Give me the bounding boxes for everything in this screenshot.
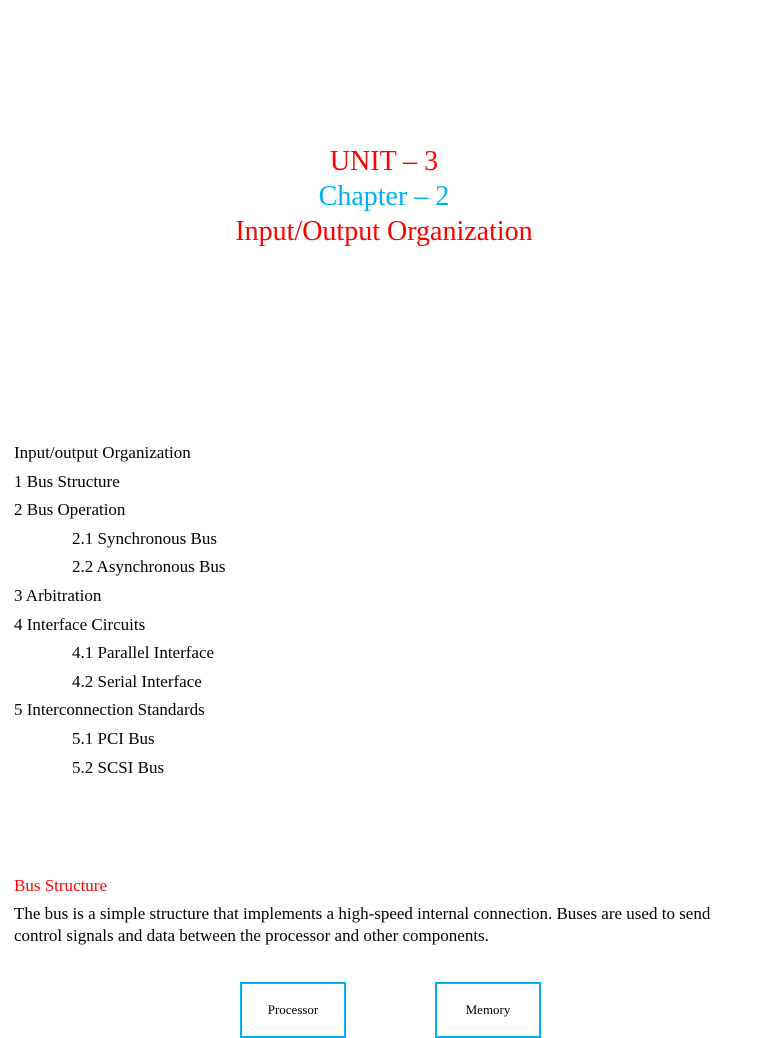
toc-subitem: 4.2 Serial Interface [72,671,202,691]
toc-item: Input/output Organization [14,443,191,462]
bus-structure-paragraph: The bus is a simple structure that implements a high-speed internal connection. Buses are used to send control signals and data between the processor and other components. [14,904,711,945]
subject-title: Input/Output Organization [235,216,533,247]
toc-subitem: 2.2 Asynchronous Bus [72,557,226,577]
toc-subitem: 5.1 PCI Bus [72,728,155,748]
title-block [0,144,768,249]
toc-subitem: 2.1 Synchronous Bus [72,528,217,548]
memory-box [435,982,541,1038]
toc-subitem: 5.2 SCSI Bus [72,757,165,777]
toc-item: 4 Interface Circuits [14,614,146,634]
table-of-contents [14,439,225,782]
toc-item: 2 Bus Operation [14,500,126,520]
toc-item: 1 Bus Structure [14,471,120,491]
processor-label: Processor [267,1002,319,1017]
toc-subitem: 4.1 Parallel Interface [72,643,215,663]
memory-label: Memory [465,1002,511,1017]
toc-item: 5 Interconnection Standards [14,700,205,720]
unit-title: UNIT – 3 [329,146,439,177]
toc-item: 3 Arbitration [14,585,102,605]
processor-box [240,982,346,1038]
bus-structure-heading: Bus Structure [14,876,108,895]
chapter-title: Chapter – 2 [318,181,450,212]
